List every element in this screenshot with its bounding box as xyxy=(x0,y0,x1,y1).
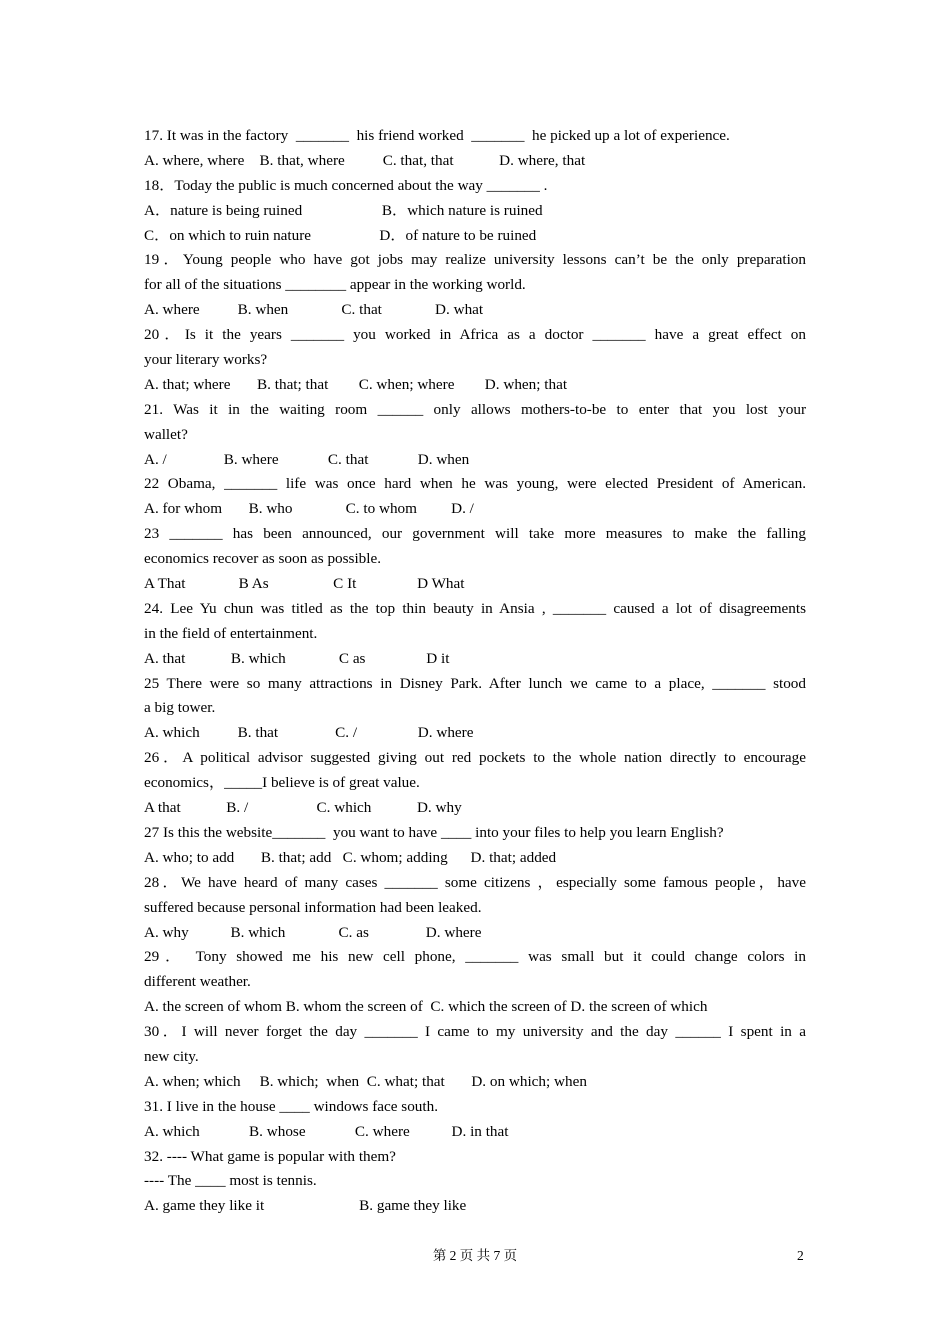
text-line: A. where, where B. that, where C. that, that D. where, that xyxy=(144,151,586,169)
text-line: 22 Obama, _______ life was once hard when he was young, were elected President of American. xyxy=(144,475,806,493)
text-line: 21. Was it in the waiting room ______ only allows mothers-to-be to enter that you lost your xyxy=(144,400,806,418)
text-line: in the field of entertainment. xyxy=(144,624,318,642)
question-text-block xyxy=(144,124,806,1219)
text-line: A．nature is being ruined B．which nature is ruined xyxy=(144,201,543,219)
text-line: economics recover as soon as possible. xyxy=(144,550,382,568)
page-number: 2 xyxy=(797,1248,804,1263)
text-line: A. / B. where C. that D. when xyxy=(144,450,470,468)
text-line: 29． Tony showed me his new cell phone, _______ was small but it could change colors in xyxy=(144,948,806,966)
text-line: A. which B. whose C. where D. in that xyxy=(144,1122,509,1140)
text-line: 27 Is this the website_______ you want to have ____ into your files to help you learn English? xyxy=(144,823,724,841)
text-line: economics，_____I believe is of great value. xyxy=(144,774,420,792)
text-line: a big tower. xyxy=(144,699,216,717)
text-line: A. game they like it B. game they like xyxy=(144,1197,467,1215)
text-line: 18．Today the public is much concerned about the way _______ . xyxy=(144,176,548,194)
text-line: 30．I will never forget the day _______ I came to my university and the day ______ I spent in a xyxy=(144,1023,806,1041)
text-line: A. when; which B. which; when C. what; that D. on which; when xyxy=(144,1072,587,1090)
text-line: 23 _______ has been announced, our government will take more measures to make the falling xyxy=(144,525,806,543)
text-line: A. why B. which C. as D. where xyxy=(144,923,482,941)
text-line: 24. Lee Yu chun was titled as the top thin beauty in Ansia , _______ caused a lot of disagreements xyxy=(144,599,806,617)
text-line: ---- The ____ most is tennis. xyxy=(144,1172,317,1190)
text-line: A that B. / C. which D. why xyxy=(144,799,462,817)
text-line: A. the screen of whom B. whom the screen of C. which the screen of D. the screen of which xyxy=(144,998,708,1016)
text-line: 17. It was in the factory _______ his friend worked _______ he picked up a lot of experience. xyxy=(144,127,730,144)
text-line: A. for whom B. who C. to whom D. / xyxy=(144,500,474,518)
text-line: your literary works? xyxy=(144,351,268,369)
text-line: 26．A political advisor suggested giving out red pockets to the whole nation directly to encourage xyxy=(144,749,806,767)
text-line: 31. I live in the house ____ windows face south. xyxy=(144,1097,438,1115)
page-footer-label: 第 2 页 共 7 页 xyxy=(432,1248,518,1263)
text-line: A. where B. when C. that D. what xyxy=(144,301,484,319)
text-line: new city. xyxy=(144,1047,199,1065)
text-line: wallet? xyxy=(144,425,188,443)
text-line: 25 There were so many attractions in Disney Park. After lunch we came to a place, _______ stood xyxy=(144,674,806,692)
text-line: 28．We have heard of many cases _______ some citizens ，especially some famous people，have xyxy=(144,873,806,891)
text-line: A. that B. which C as D it xyxy=(144,649,450,667)
text-line: A That B As C It D What xyxy=(144,575,465,593)
text-line: A. that; where B. that; that C. when; where D. when; that xyxy=(144,375,568,393)
text-line: suffered because personal information had been leaked. xyxy=(144,898,482,916)
text-line: for all of the situations ________ appear in the working world. xyxy=(144,276,526,294)
text-line: different weather. xyxy=(144,973,251,991)
text-line: 19．Young people who have got jobs may realize university lessons can’t be the only preparation xyxy=(144,251,806,269)
text-line: A. who; to add B. that; add C. whom; adding D. that; added xyxy=(144,848,557,866)
text-line: C．on which to ruin nature D．of nature to be ruined xyxy=(144,226,537,244)
text-line: A. which B. that C. / D. where xyxy=(144,724,474,742)
text-line: 20．Is it the years _______ you worked in Africa as a doctor _______ have a great effect on xyxy=(144,326,806,344)
text-line: 32. ---- What game is popular with them? xyxy=(144,1147,396,1165)
